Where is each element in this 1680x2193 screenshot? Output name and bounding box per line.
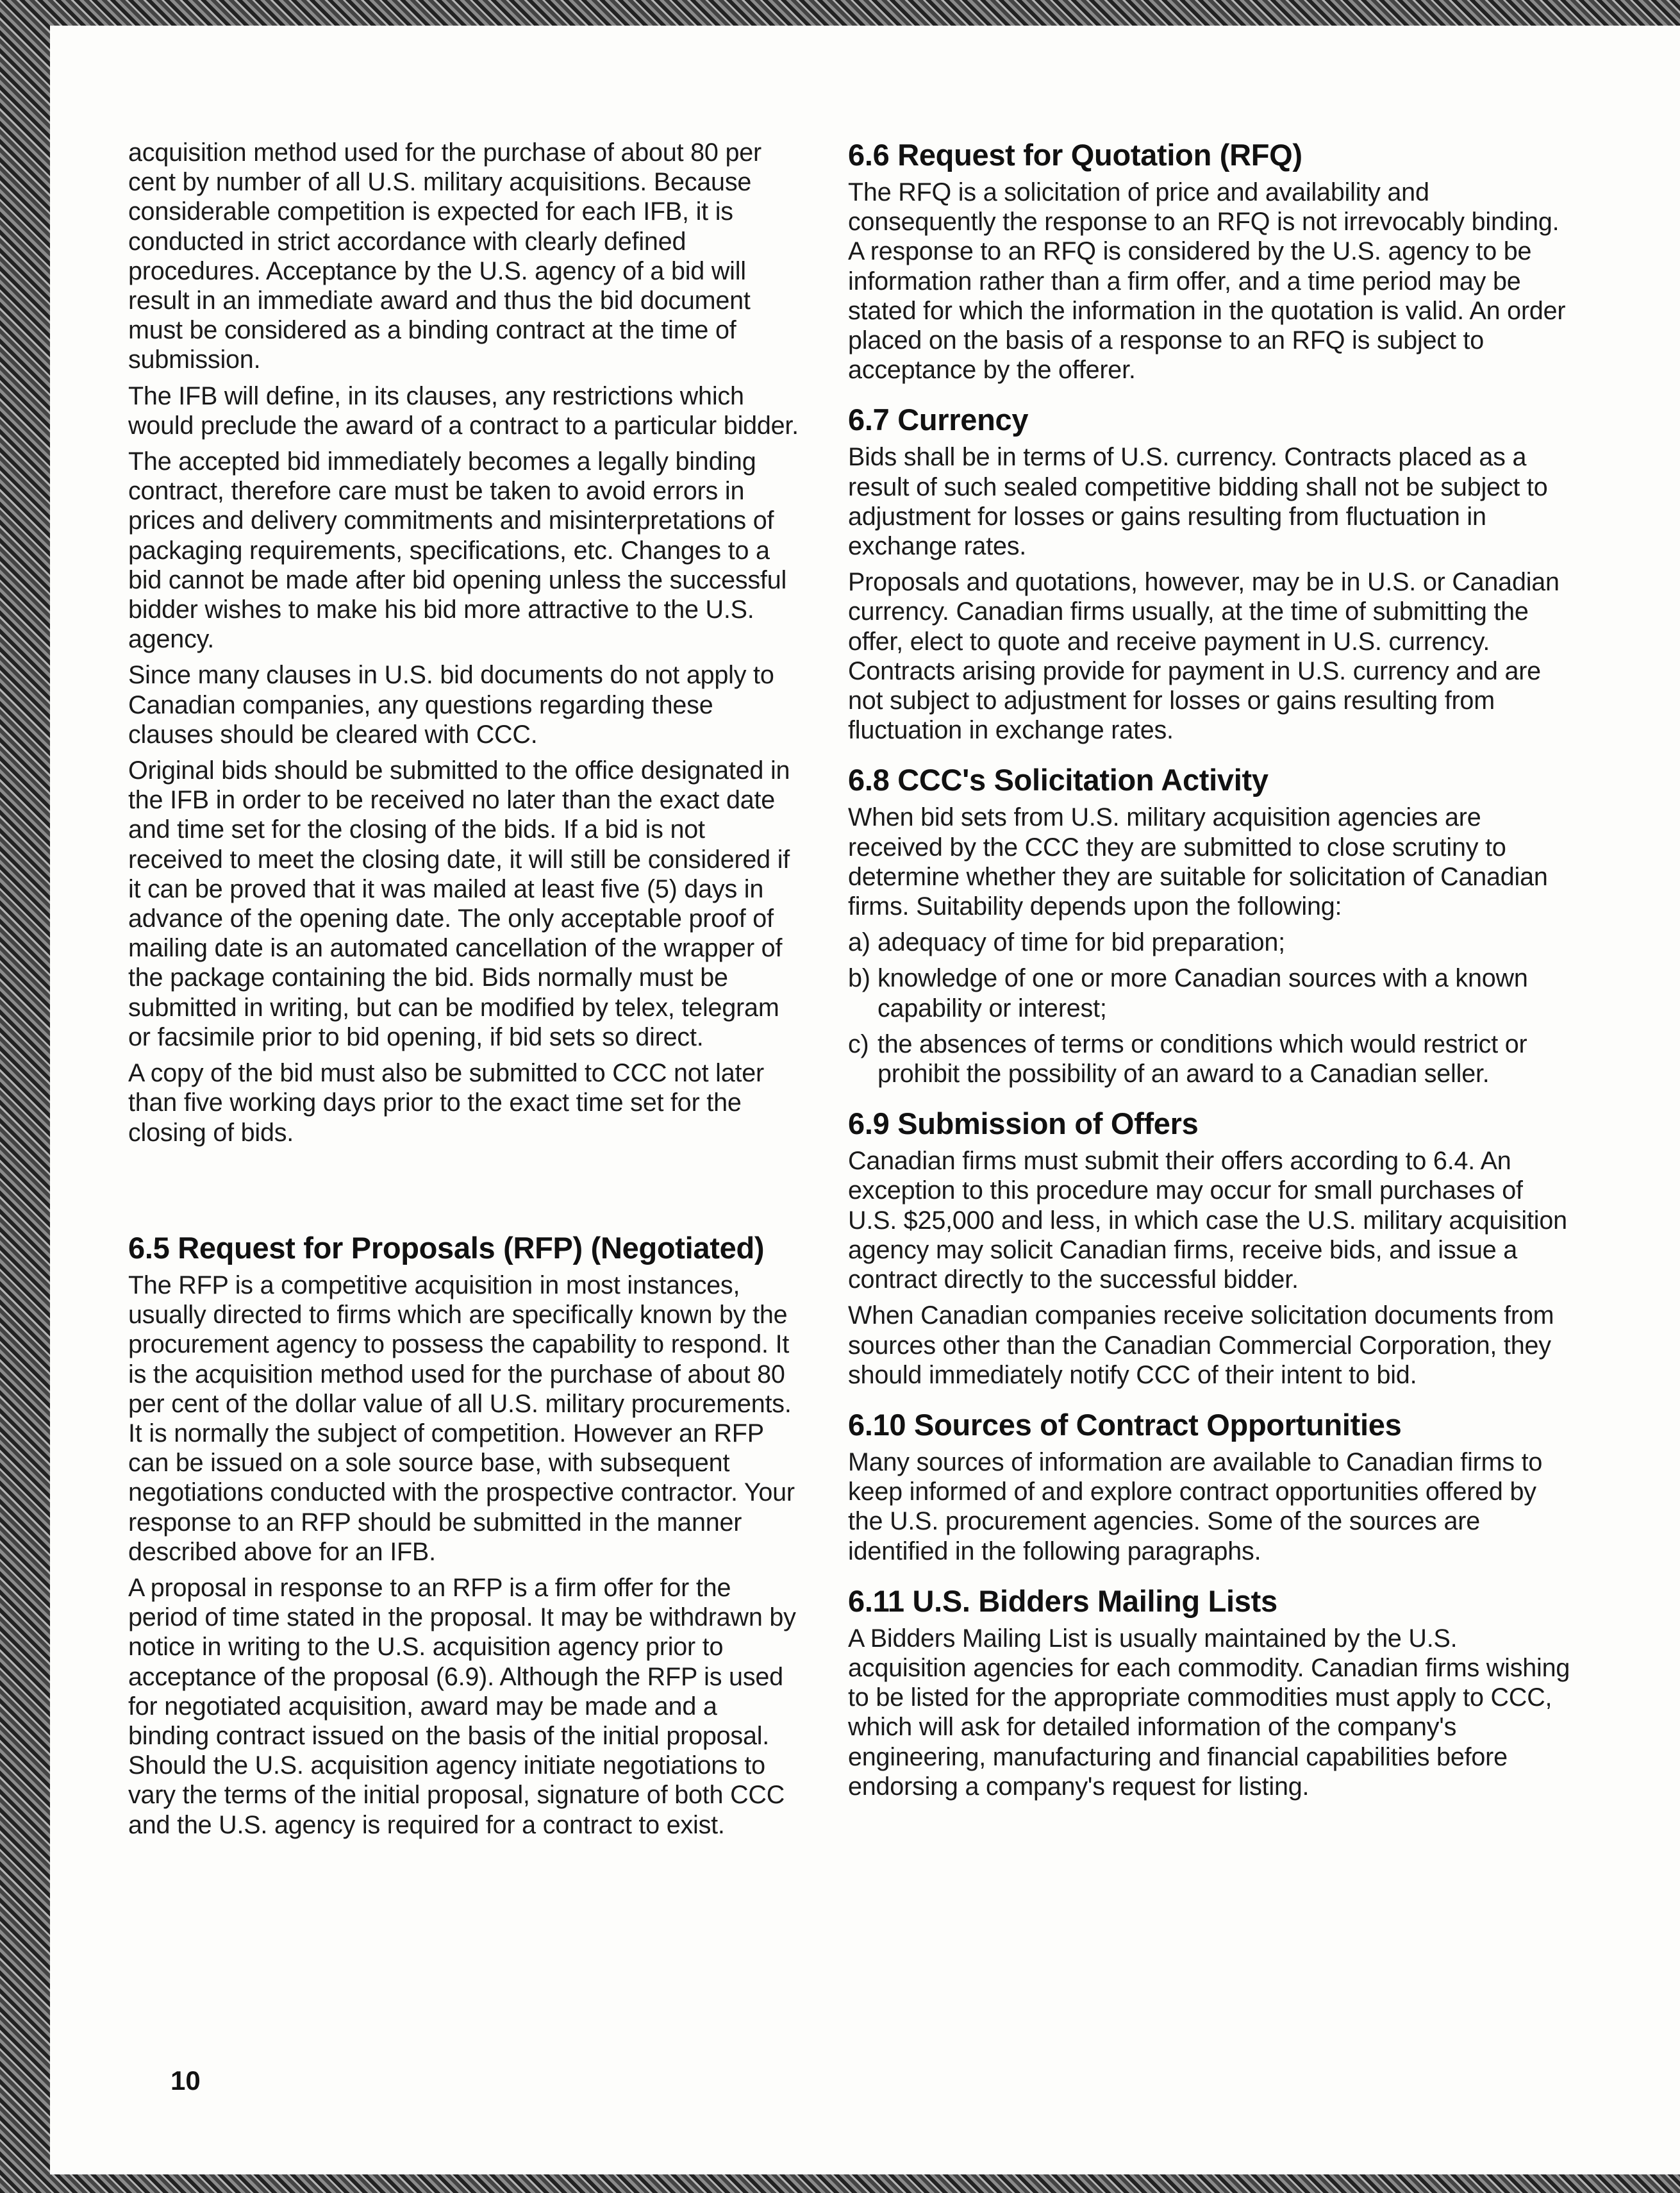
list-text: knowledge of one or more Canadian sources with a known capability or interest; [877, 964, 1528, 1022]
section-heading: 6.5 Request for Proposals (RFP) (Negotiated) [128, 1231, 765, 1265]
list-text: the absences of terms or conditions which would restrict or prohibit the possibility of an award to a Canadian seller. [877, 1030, 1527, 1088]
paragraph: A Bidders Mailing List is usually maintained by the U.S. acquisition agencies for each commodity. Canadian firms wishing to be listed for the appropriate commodities must apply to CCC, which will ask for detailed information of the company's engineering, manufacturing and financial capabilities before endorsing a company's request for listing. [848, 1624, 1570, 1801]
paragraph: When bid sets from U.S. military acquisition agencies are received by the CCC they are submitted to close scrutiny to determine whether they are suitable for solicitation of Canadian firms. Suitability depends upon the following: [848, 803, 1548, 921]
section-6-5 [128, 1231, 801, 1846]
paragraph: The accepted bid immediately becomes a legally binding contract, therefore care must be taken to avoid errors in prices and delivery commitments and misinterpretations of packaging requirements, specifications, etc. Changes to a bid cannot be made after bid opening unless the successful bidder wishes to make his bid more attractive to the U.S. agency. [128, 447, 787, 654]
paragraph: Canadian firms must submit their offers according to 6.4. An exception to this procedure may occur for small purchases of U.S. $25,000 and less, in which case the U.S. military acquisition agency may solicit Canadian firms, receive bids, and issue a contract directly to the successful bidder. [848, 1147, 1567, 1294]
list-text: adequacy of time for bid preparation; [877, 928, 1285, 957]
section-6-6 [848, 138, 1571, 385]
paragraph: The RFP is a competitive acquisition in most instances, usually directed to firms which are specifically known by the procurement agency to possess the capability to respond. It is the acquisition method used for the purchase of about 80 per cent of the dollar value of all U.S. military procurements. It is normally the subject of competition. However an RFP can be issued on a sole source base, with subsequent negotiations conducted with the prospective contractor. Your response to an RFP should be submitted in the manner described above for an IFB. [128, 1271, 795, 1566]
paragraph: acquisition method used for the purchase of about 80 per cent by number of all U.S. military acquisitions. Because considerable competition is expected for each IFB, it is conducted in strict accordance with clearly defined procedures. Acceptance by the U.S. agency of a bid will result in an immediate award and thus the bid document must be considered as a binding contract at the time of submission. [128, 138, 761, 374]
paragraph: A proposal in response to an RFP is a firm offer for the period of time stated in the proposal. It may be withdrawn by notice in writing to the U.S. acquisition agency prior to acceptance of the proposal (6.9). Although the RFP is used for negotiated acquisition, award may be made and a binding contract issued on the basis of the initial proposal. Should the U.S. acquisition agency initiate negotiations to vary the terms of the initial proposal, signature of both CCC and the U.S. agency is required for a contract to exist. [128, 1574, 796, 1839]
paragraph: The RFQ is a solicitation of price and availability and consequently the response to an RFQ is not irrevocably binding. A response to an RFQ is considered by the U.S. agency to be information rather than a firm offer, and a time period may be stated for which the information in the quotation is valid. An order placed on the basis of a response to an RFQ is subject to acceptance by the offerer. [848, 178, 1566, 385]
paragraph: Many sources of information are available to Canadian firms to keep informed of and explore contract opportunities offered by the U.S. procurement agencies. Some of the sources are identified in the following paragraphs. [848, 1447, 1543, 1565]
paragraph: Since many clauses in U.S. bid documents do not apply to Canadian companies, any questions regarding these clauses should be cleared with CCC. [128, 661, 774, 749]
list-marker: a) [848, 928, 870, 957]
list-item [848, 1030, 1571, 1088]
section-6-10 [848, 1408, 1571, 1566]
section-heading: 6.6 Request for Quotation (RFQ) [848, 138, 1302, 172]
paragraph: Original bids should be submitted to the office designated in the IFB in order to be received no later than the exact date and time set for the closing of the bids. If a bid is not received to meet the closing date, it will still be considered if it can be proved that it was mailed at least five (5) days in advance of the opening date. The only acceptable proof of mailing date is an automated cancellation of the wrapper of the package containing the bid. Bids normally must be submitted in writing, but can be modified by telex, telegram or facsimile prior to bid opening, if bid sets so direct. [128, 756, 790, 1051]
list-marker: b) [848, 964, 870, 993]
right-column [848, 138, 1571, 1819]
list-item [848, 963, 1571, 1022]
section-heading: 6.7 Currency [848, 403, 1029, 437]
section-6-11 [848, 1584, 1571, 1801]
section-6-9 [848, 1106, 1571, 1390]
paragraph: Bids shall be in terms of U.S. currency. Contracts placed as a result of such sealed competitive bidding shall not be subject to adjustment for losses or gains resulting from fluctuation in exchange rates. [848, 443, 1548, 561]
page-number: 10 [170, 2065, 201, 2096]
paragraph: When Canadian companies receive solicitation documents from sources other than the Canadian Commercial Corporation, they should immediately notify CCC of their intent to bid. [848, 1301, 1554, 1389]
section-heading: 6.10 Sources of Contract Opportunities [848, 1407, 1402, 1442]
list-marker: c) [848, 1030, 869, 1058]
section-heading: 6.11 U.S. Bidders Mailing Lists [848, 1583, 1277, 1618]
paragraph: Proposals and quotations, however, may be in U.S. or Canadian currency. Canadian firms usually, at the time of submitting the offer, elect to quote and receive payment in U.S. currency. Contracts arising provide for payment in U.S. currency and are not subject to adjustment for losses or gains resulting from fluctuation in exchange rates. [848, 568, 1559, 745]
section-6-8 [848, 763, 1571, 1088]
paragraph: A copy of the bid must also be submitted to CCC not later than five working days prior to the exact time set for the closing of bids. [128, 1059, 764, 1147]
section-heading: 6.8 CCC's Solicitation Activity [848, 763, 1268, 797]
section-6-7 [848, 403, 1571, 745]
left-column [128, 138, 801, 1154]
list-item [848, 928, 1571, 957]
section-heading: 6.9 Submission of Offers [848, 1106, 1199, 1141]
paragraph: The IFB will define, in its clauses, any restrictions which would preclude the award of a contract to a particular bidder. [128, 381, 799, 440]
